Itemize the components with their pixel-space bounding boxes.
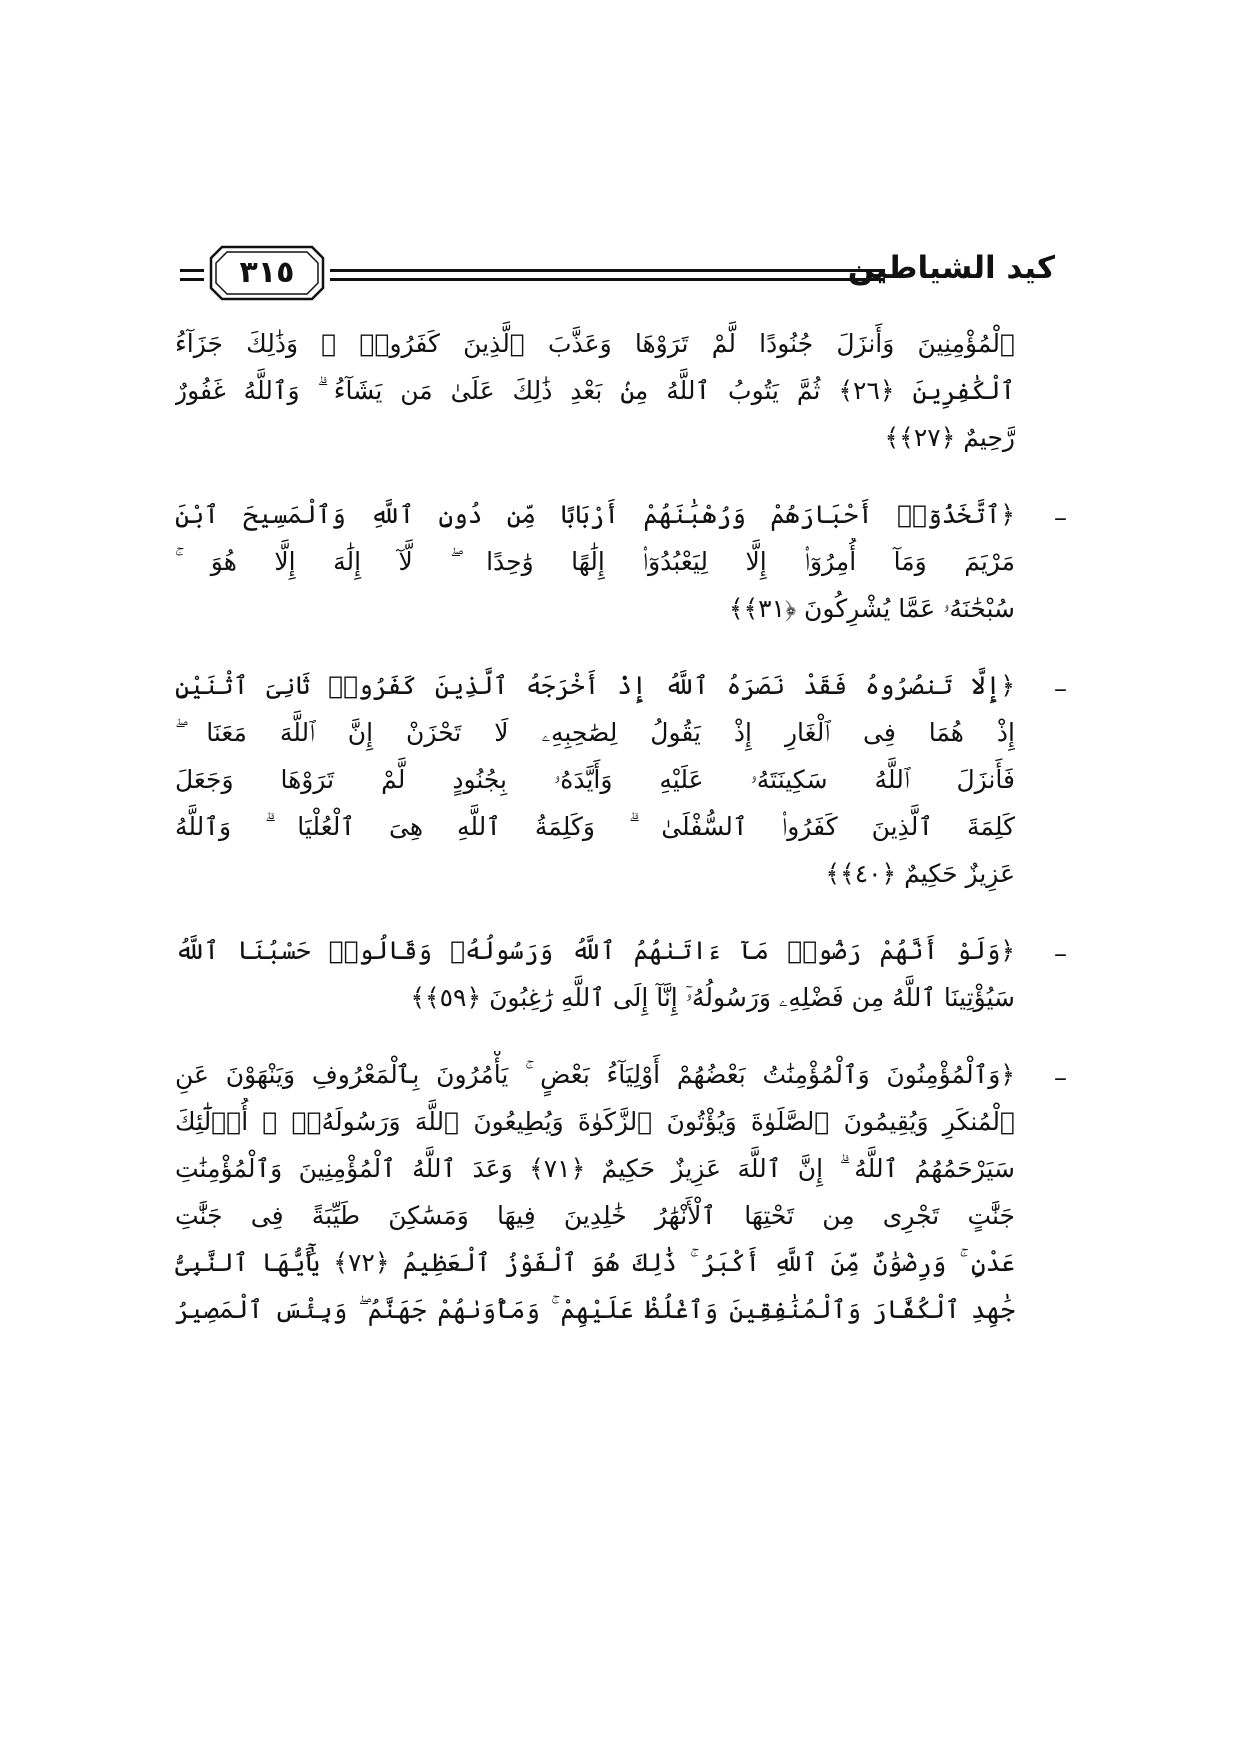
text-line: إِذْ هُمَا فِى ٱلْغَارِ إِذْ يَقُولُ لِصَٰحِبِهِۦ لَا تَحْزَنْ إِنَّ ٱللَّهَ مَعَنَا ۖ	[175, 718, 1015, 747]
text-line: جَنَّٰتٍ تَجْرِى مِن تَحْتِهَا ٱلْأَنْهَٰرُ خَٰلِدِينَ فِيهَا وَمَسَٰكِنَ طَيِّبَةً فِى جَنَّٰتِ	[175, 1201, 1015, 1230]
text-line: ﴿وَلَوْ أَنَّهُمْ رَضُوا۟ مَآ ءَاتَىٰهُمُ ٱللَّهُ وَرَسُولُهُۥ وَقَالُوا۟ حَسْبُنَا ٱللَّهُ	[175, 936, 1015, 965]
verse-block-31	[175, 491, 1067, 632]
text-line: ٱلْمُؤْمِنِينَ وَأَنزَلَ جُنُودًا لَّمْ تَرَوْهَا وَعَذَّبَ ٱلَّذِينَ كَفَرُوا۟ ۚ وَذَٰلِكَ جَزَآءُ	[175, 329, 1015, 358]
page-number-frame	[208, 244, 326, 302]
text-line: رَّحِيمٌ ﴿٢٧﴾﴾	[884, 423, 1015, 452]
page-header	[180, 240, 1055, 310]
header-rule-main	[330, 269, 885, 281]
text-line: ﴿إِلَّا تَنصُرُوهُ فَقَدْ نَصَرَهُ ٱللَّهُ إِذْ أَخْرَجَهُ ٱلَّذِينَ كَفَرُوا۟ ثَانِىَ ٱثْنَيْنِ	[175, 671, 1015, 700]
page-number: ٣١٥	[239, 255, 295, 290]
text-line: سُبْحَٰنَهُۥ عَمَّا يُشْرِكُونَ ﴿٣١﴾﴾	[728, 594, 1015, 623]
bullet-dash: –	[1054, 1063, 1067, 1093]
text-line: سَيُؤْتِينَا ٱللَّهُ مِن فَضْلِهِۦ وَرَسُولُهُۥٓ إِنَّآ إِلَى ٱللَّهِ رَٰغِبُونَ ﴿٥٩﴾﴾	[410, 983, 1015, 1012]
text-line: جَٰهِدِ ٱلْكُفَّارَ وَٱلْمُنَٰفِقِينَ وَٱغْلُظْ عَلَيْهِمْ ۚ وَمَأْوَىٰهُمْ جَهَنَّمُ ۖ وَبِئْسَ ٱلْمَصِيرُ	[175, 1295, 1015, 1324]
text-line: ﴿ٱتَّخَذُوٓا۟ أَحْبَارَهُمْ وَرُهْبَٰنَهُمْ أَرْبَابًا مِّن دُونِ ٱللَّهِ وَٱلْمَسِيحَ ٱبْنَ	[175, 500, 1015, 529]
text-line: عَدْنٍ ۚ وَرِضْوَٰنٌ مِّنَ ٱللَّهِ أَكْبَرُ ۚ ذَٰلِكَ هُوَ ٱلْفَوْزُ ٱلْعَظِيمُ ﴿٧٢﴾ يَٰٓأَيُّهَا ٱلنَّبِىُّ	[175, 1248, 1015, 1277]
text-line: كَلِمَةَ ٱلَّذِينَ كَفَرُوا۟ ٱلسُّفْلَىٰ ۗ وَكَلِمَةُ ٱللَّهِ هِىَ ٱلْعُلْيَا ۗ وَٱللَّهُ	[175, 812, 1015, 841]
verse-block-59	[175, 927, 1067, 1021]
verse-block-71-73	[175, 1051, 1067, 1333]
page-body	[175, 320, 1067, 1333]
text-line: فَأَنزَلَ ٱللَّهُ سَكِينَتَهُۥ عَلَيْهِ وَأَيَّدَهُۥ بِجُنُودٍ لَّمْ تَرَوْهَا وَجَعَلَ	[175, 765, 1015, 794]
text-line: سَيَرْحَمُهُمُ ٱللَّهُ ۗ إِنَّ ٱللَّهَ عَزِيزٌ حَكِيمٌ ﴿٧١﴾ وَعَدَ ٱللَّهُ ٱلْمُؤْمِنِينَ وَٱلْمُؤْمِنَٰتِ	[175, 1154, 1015, 1183]
text-line: ٱلْمُنكَرِ وَيُقِيمُونَ ٱلصَّلَوٰةَ وَيُؤْتُونَ ٱلزَّكَوٰةَ وَيُطِيعُونَ ٱللَّهَ وَرَسُولَهُۥٓ ۚ أُو۟لَٰٓئِكَ	[175, 1107, 1015, 1136]
header-rule-left	[180, 269, 204, 281]
text-line: عَزِيزٌ حَكِيمٌ ﴿٤٠﴾﴾	[825, 859, 1015, 888]
bullet-dash: –	[1054, 939, 1067, 969]
text-line: ٱلْكَٰفِرِينَ ﴿٢٦﴾ ثُمَّ يَتُوبُ ٱللَّهُ مِنۢ بَعْدِ ذَٰلِكَ عَلَىٰ مَن يَشَآءُ ۗ وَٱللَّهُ غَفُورٌ	[175, 376, 1015, 405]
bullet-dash: –	[1054, 674, 1067, 704]
bullet-dash: –	[1054, 503, 1067, 533]
intro-verse-continuation	[175, 320, 1015, 461]
verse-block-40	[175, 662, 1067, 897]
text-line: مَرْيَمَ وَمَآ أُمِرُوٓا۟ إِلَّا لِيَعْبُدُوٓا۟ إِلَٰهًا وَٰحِدًا ۖ لَّآ إِلَٰهَ إِلَّا هُوَ ۚ	[175, 547, 1015, 576]
running-title: كيد الشياطين	[847, 250, 1055, 286]
text-line: ﴿وَٱلْمُؤْمِنُونَ وَٱلْمُؤْمِنَٰتُ بَعْضُهُمْ أَوْلِيَآءُ بَعْضٍ ۚ يَأْمُرُونَ بِٱلْمَعْرُوفِ وَيَنْهَوْنَ عَنِ	[175, 1060, 1015, 1089]
